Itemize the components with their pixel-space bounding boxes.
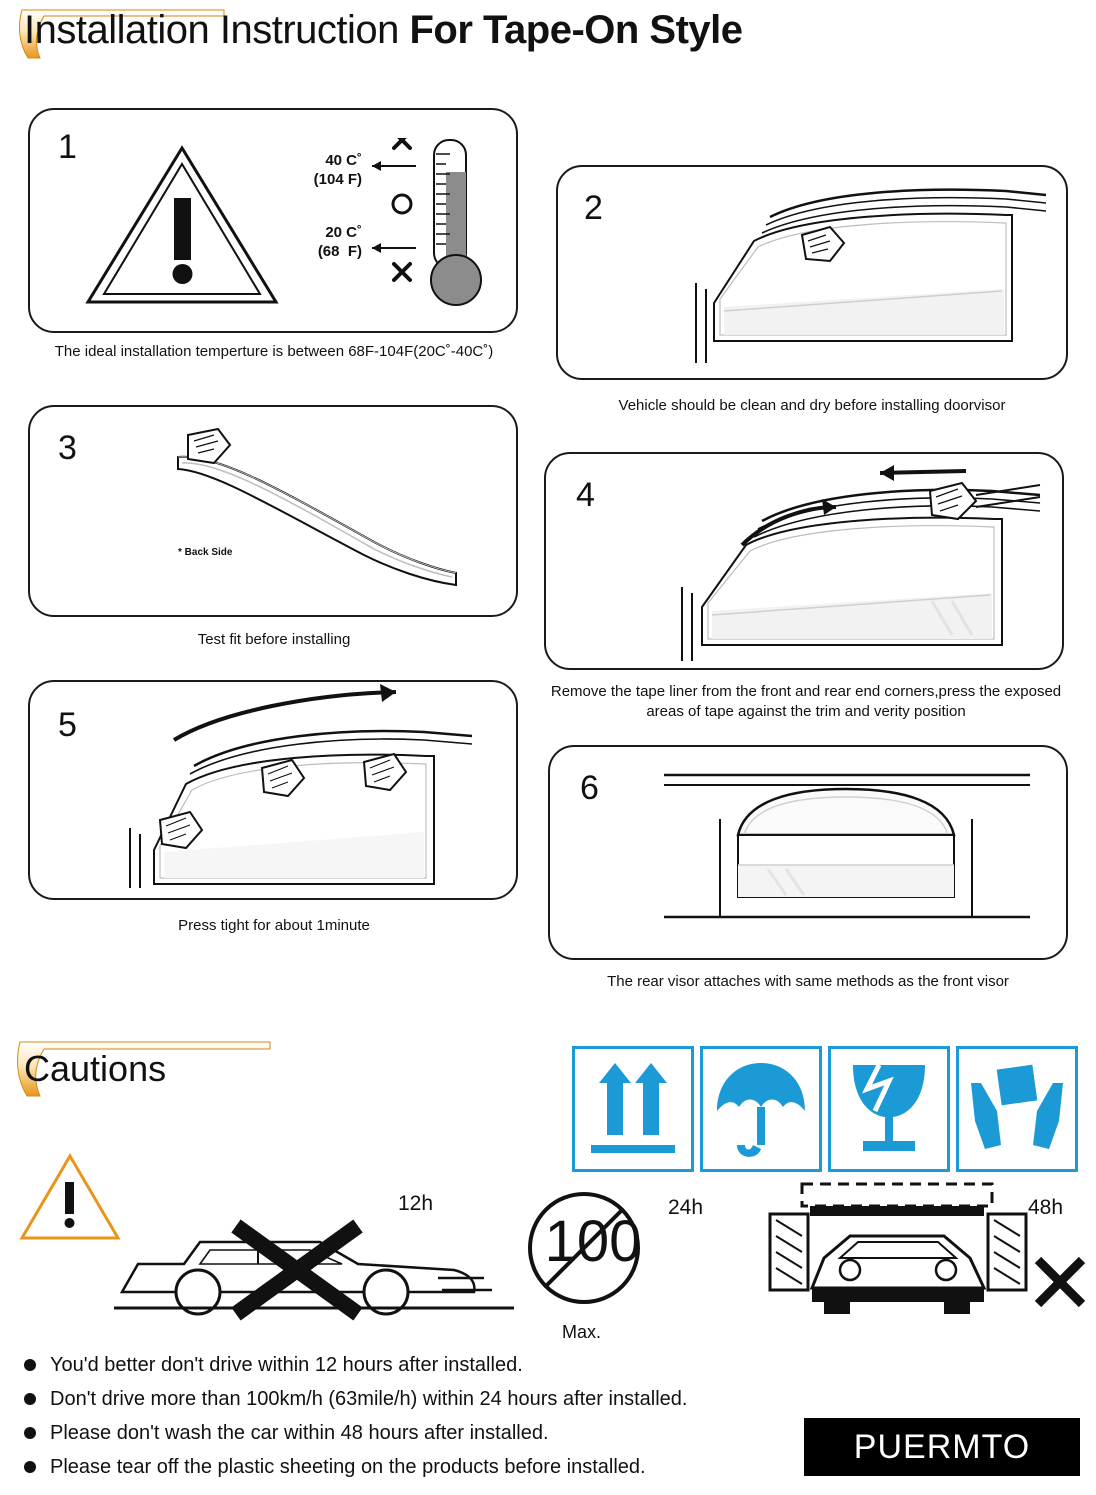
back-side-note: * Back Side xyxy=(178,547,233,558)
step-2-number: 2 xyxy=(584,189,603,227)
warning-triangle-icon xyxy=(22,1156,118,1238)
step-1-panel xyxy=(28,108,518,333)
step-5-panel xyxy=(28,680,518,900)
this-side-up-icon-box xyxy=(572,1046,694,1172)
fragile-glass-icon-box xyxy=(828,1046,950,1172)
circle-mark-icon xyxy=(393,195,411,213)
list-item xyxy=(18,1386,808,1413)
cautions-bullet-list xyxy=(18,1352,808,1488)
temp-low-label: 20 C˚ (68 F) xyxy=(317,224,362,260)
speed-limit-value: 100 xyxy=(544,1209,642,1274)
no-car-wash-48h-figure xyxy=(754,1180,1044,1320)
page-title-bold: For Tape-On Style xyxy=(409,8,743,52)
keep-dry-umbrella-icon-box xyxy=(700,1046,822,1172)
cross-mark-icon xyxy=(1032,1254,1088,1310)
cautions-heading: Cautions xyxy=(24,1048,167,1089)
page-header xyxy=(0,0,1096,74)
handle-with-care-icon-box xyxy=(956,1046,1078,1172)
step-4-caption: Remove the tape liner from the front and rear end corners,press the exposed areas of tape against the trim and verity position xyxy=(550,683,1062,721)
step-3-number: 3 xyxy=(58,429,77,467)
step-6-number: 6 xyxy=(580,769,599,807)
speed-limit-max-label: Max. xyxy=(562,1322,602,1342)
list-item-text: Don't drive more than 100km/h (63mile/h) within 24 hours after installed. xyxy=(50,1388,688,1410)
car-window-icon xyxy=(636,449,1056,664)
rear-window-visor-icon xyxy=(650,757,1050,947)
warning-triangle-icon xyxy=(82,140,282,310)
car-window-icon xyxy=(654,185,1054,365)
label-48h: 48h xyxy=(1028,1196,1064,1219)
bullet-dot-icon xyxy=(24,1393,36,1405)
page-title-plain: Installation Instruction xyxy=(24,8,410,52)
list-item xyxy=(18,1420,808,1447)
list-item xyxy=(18,1454,808,1481)
thermometer-icon xyxy=(366,138,506,316)
step-3-panel xyxy=(28,405,518,617)
visor-strip-icon xyxy=(126,427,496,599)
list-item-text: Please tear off the plastic sheeting on the products before installed. xyxy=(50,1456,646,1478)
step-5-caption: Press tight for about 1minute xyxy=(178,917,370,934)
step-3-caption: Test fit before installing xyxy=(197,631,351,648)
hand-icon xyxy=(188,429,230,463)
handle-with-care-icon xyxy=(959,1049,1075,1169)
step-4-number: 4 xyxy=(576,476,595,514)
brand-logo: PUERMTO xyxy=(804,1418,1080,1476)
step-1-number: 1 xyxy=(58,128,77,166)
step-2-caption: Vehicle should be clean and dry before installing doorvisor xyxy=(618,397,1006,414)
step-2-panel xyxy=(556,165,1068,380)
list-item xyxy=(18,1352,808,1379)
car-window-icon xyxy=(116,680,516,890)
bullet-dot-icon xyxy=(24,1427,36,1439)
step-6-panel xyxy=(548,745,1068,960)
list-item-text: You'd better don't drive within 12 hours after installed. xyxy=(50,1354,523,1376)
temp-high-label: 40 C˚ (104 F) xyxy=(313,152,362,188)
step-6-caption: The rear visor attaches with same methods as the front visor xyxy=(607,973,1009,990)
bullet-dot-icon xyxy=(24,1359,36,1371)
list-item-text: Please don't wash the car within 48 hours after installed. xyxy=(50,1422,549,1444)
label-24h: 24h xyxy=(668,1196,704,1219)
keep-dry-umbrella-icon xyxy=(703,1049,819,1169)
step-4-panel xyxy=(544,452,1064,670)
step-5-number: 5 xyxy=(58,706,77,744)
fragile-glass-icon xyxy=(831,1049,947,1169)
step-1-caption: The ideal installation temperture is between 68F-104F(20C˚-40C˚) xyxy=(54,343,494,360)
no-driving-12h-figure xyxy=(14,1150,524,1340)
bullet-dot-icon xyxy=(24,1461,36,1473)
label-12h: 12h xyxy=(398,1192,434,1215)
this-side-up-icon xyxy=(575,1049,691,1169)
page-title xyxy=(24,8,743,53)
